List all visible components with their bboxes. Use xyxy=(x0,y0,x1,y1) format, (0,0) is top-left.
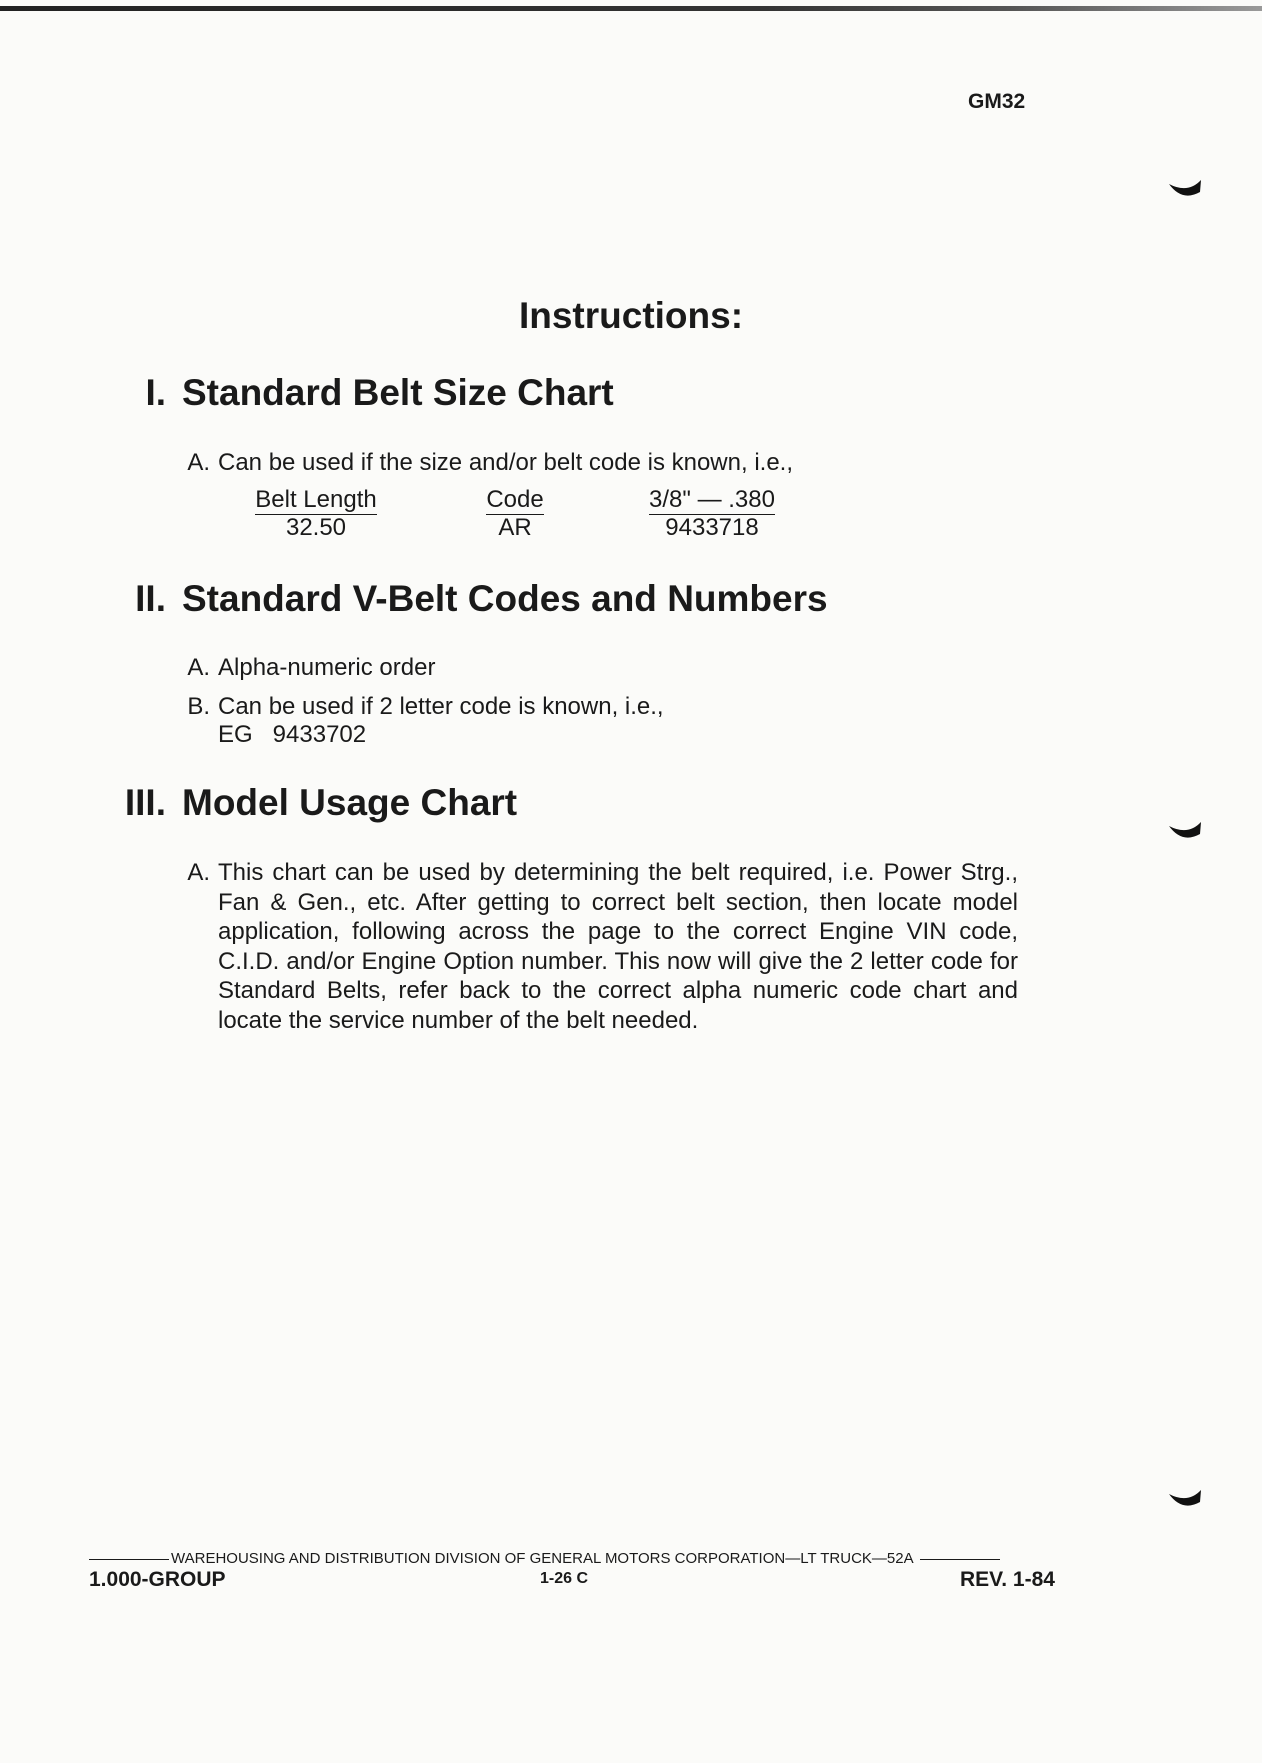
footer-division-text: WAREHOUSING AND DISTRIBUTION DIVISION OF GENERAL MOTORS CORPORATION—LT TRUCK—52A xyxy=(171,1550,914,1567)
binder-hole-bottom xyxy=(1168,1490,1202,1512)
item-text: Can be used if 2 letter code is known, i.e., xyxy=(218,693,664,720)
code-example: EG 9433702 xyxy=(218,721,367,748)
example-col-size xyxy=(648,486,776,541)
example-value: AR xyxy=(498,514,532,541)
footer-division-line xyxy=(89,1550,1059,1567)
section-3-number: III. xyxy=(124,782,166,823)
item-text: Can be used if the size and/or belt code is known, i.e., xyxy=(218,449,794,476)
section-2-item-a xyxy=(187,653,436,682)
footer-page-number: 1-26 C xyxy=(540,1570,589,1587)
footer-revision: REV. 1-84 xyxy=(960,1568,1055,1591)
example-col-belt-length xyxy=(248,486,384,541)
binder-hole-middle xyxy=(1168,822,1202,844)
example-header: 3/8" — .380 xyxy=(649,486,775,513)
example-col-code xyxy=(482,486,548,541)
section-3-title: Model Usage Chart xyxy=(182,782,518,823)
section-3-item-a xyxy=(187,858,1018,1035)
item-text: This chart can be used by determining the belt required, i.e. Power Strg., Fan & Gen., etc. After getting to correct belt section, then locate model application, following across the page to the correct Engine VIN code, C.I.D. and/or Engine Option number. This now will give the 2 letter code for Standard Belts, refer back to the correct alpha numeric code chart and locate the service number of the belt needed. xyxy=(218,859,1018,1034)
example-header: Belt Length xyxy=(255,486,377,513)
item-text: Alpha-numeric order xyxy=(218,654,436,681)
section-1-title: Standard Belt Size Chart xyxy=(182,372,614,413)
section-1-number: I. xyxy=(145,372,166,413)
section-1-item-a xyxy=(187,448,794,477)
binder-hole-top xyxy=(1168,180,1202,202)
section-3-heading xyxy=(124,782,518,824)
document-code: GM32 xyxy=(968,90,1026,113)
section-2-heading xyxy=(135,578,828,620)
section-2-title: Standard V-Belt Codes and Numbers xyxy=(182,578,828,619)
footer-rule-left xyxy=(89,1559,169,1560)
top-rule xyxy=(0,6,1262,11)
example-value: 32.50 xyxy=(285,514,347,541)
item-letter: A. xyxy=(187,859,210,886)
item-letter: A. xyxy=(187,449,210,476)
section-2-item-b xyxy=(187,692,664,721)
section-2-number: II. xyxy=(135,578,166,619)
item-letter: A. xyxy=(187,654,210,681)
example-value: 9433718 xyxy=(665,514,759,541)
footer-group: 1.000-GROUP xyxy=(89,1568,226,1591)
item-letter: B. xyxy=(187,693,210,720)
section-1-heading xyxy=(145,372,614,414)
example-header: Code xyxy=(486,486,544,513)
instructions-title: Instructions: xyxy=(518,295,744,336)
footer-rule-right xyxy=(920,1559,1000,1560)
